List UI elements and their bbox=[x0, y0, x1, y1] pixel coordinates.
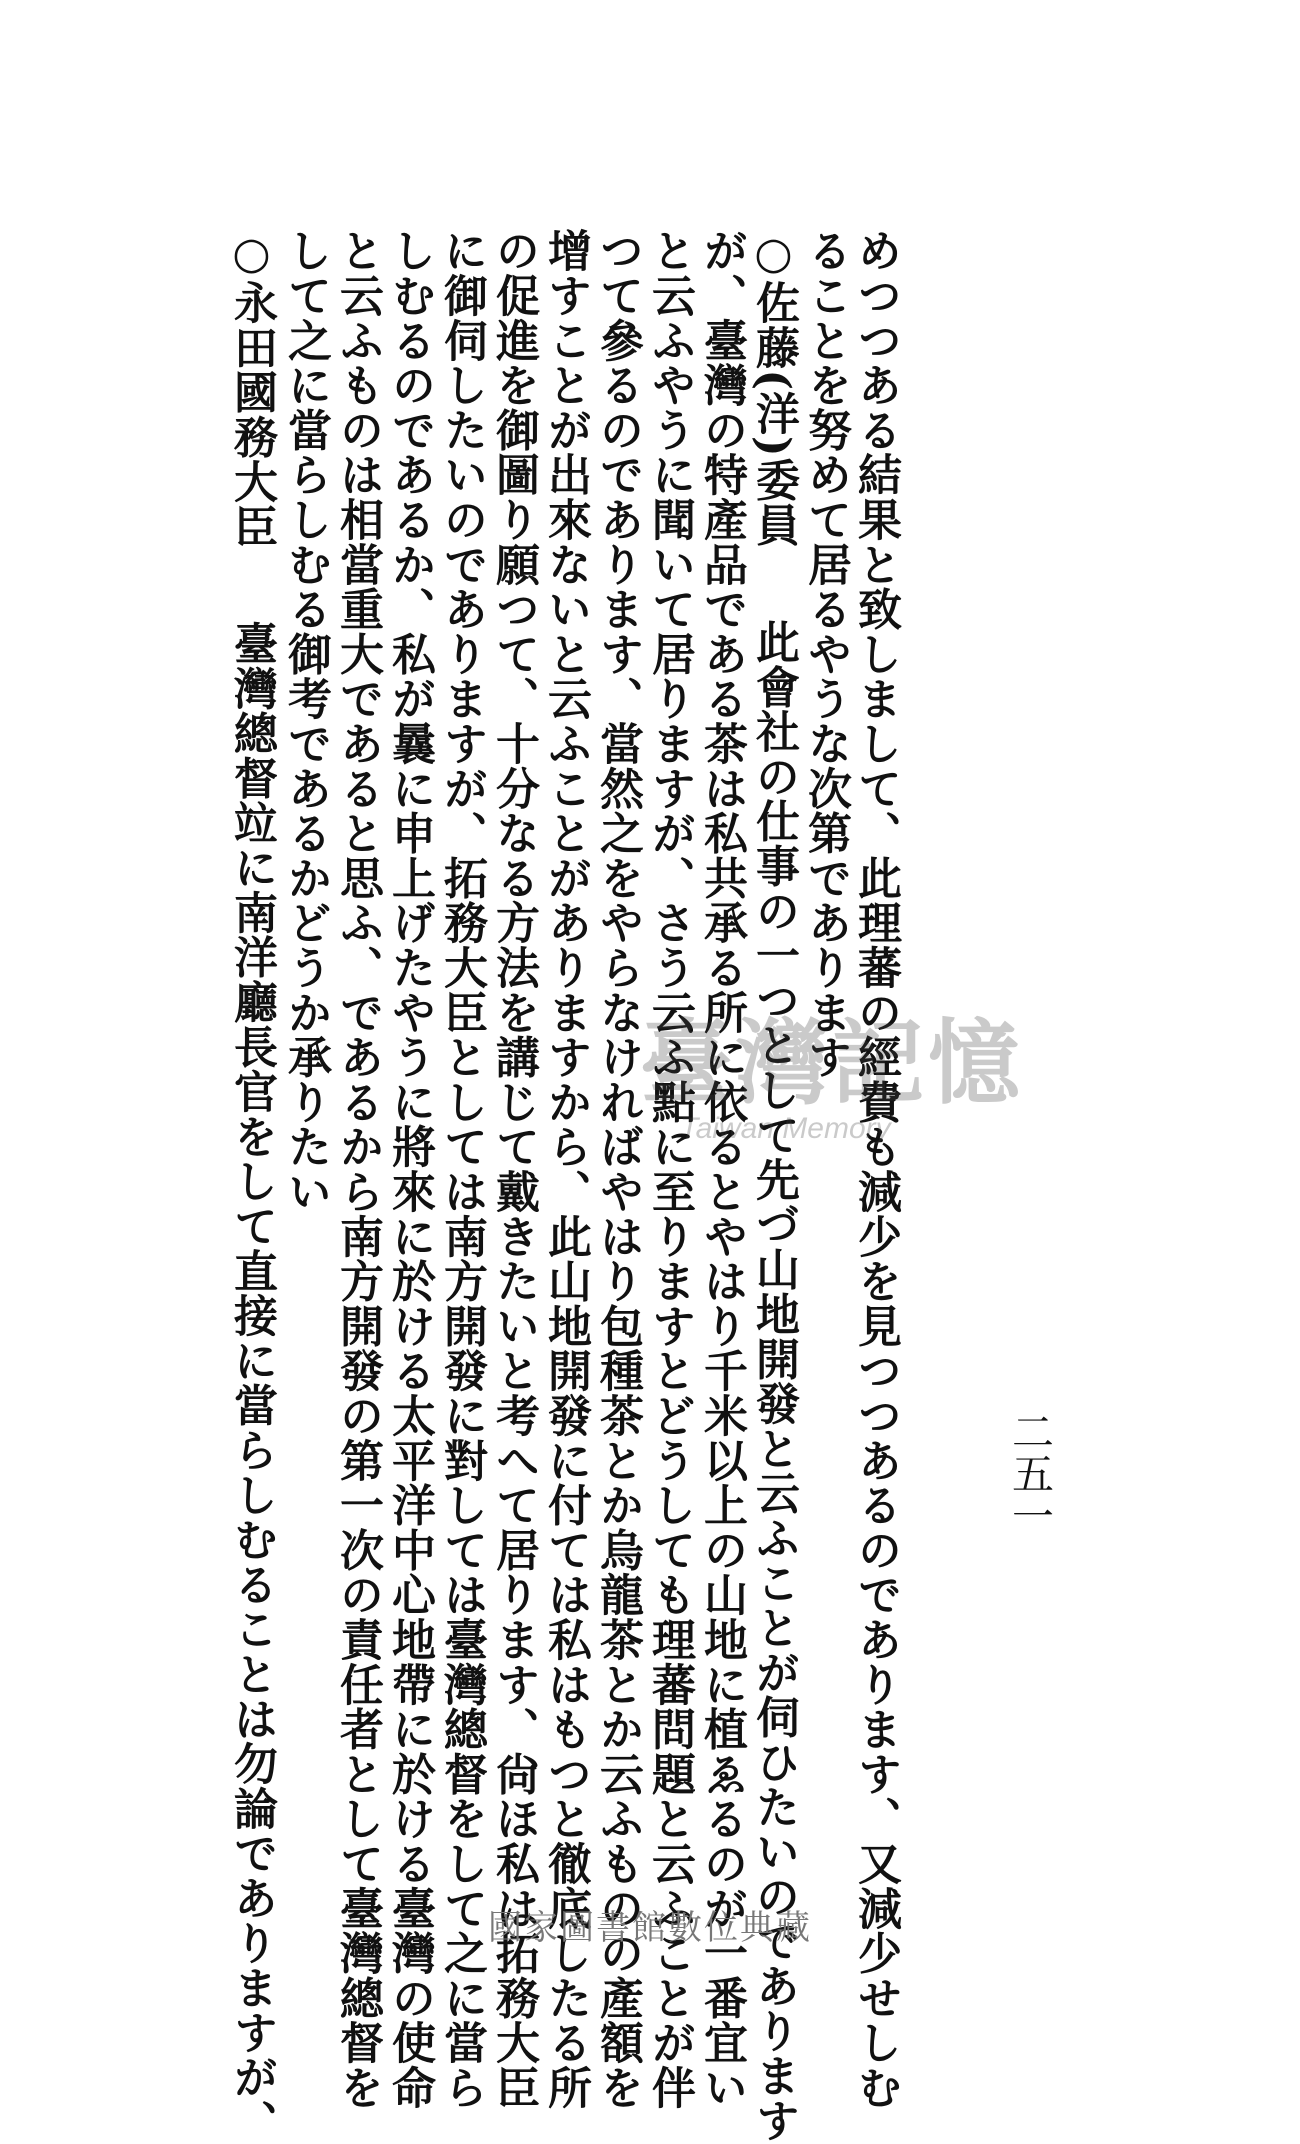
column-text: に御伺したいのでありますが、拓務大臣としては南方開發に對しては臺灣總督をして之に當ら bbox=[436, 228, 487, 2110]
watermark-subtitle: Taiwan Memory bbox=[680, 1112, 891, 1145]
text-column-1 bbox=[850, 228, 900, 2110]
footer-archive-label: 國家圖書館數位典藏 bbox=[488, 1908, 812, 1948]
page-number: 二五一 bbox=[1006, 1410, 1055, 1536]
column-text: と云ふものは相當重大であると思ふ、であるから南方開發の第一次の責任者として臺灣總督を bbox=[332, 228, 383, 2110]
text-column-9 bbox=[436, 228, 486, 2110]
text-column-4 bbox=[696, 228, 746, 2110]
column-text: 此會社の仕事の一つとして先づ山地開發と云ふことが伺ひたいのであります bbox=[748, 619, 799, 2143]
column-text: して之に當らしむる御考であるかどうか承りたい bbox=[280, 228, 331, 1214]
text-column-5 bbox=[644, 228, 694, 2110]
text-column-12 bbox=[280, 228, 330, 1214]
text-column-11 bbox=[332, 228, 382, 2110]
text-column-13 bbox=[226, 228, 276, 2144]
speaker-label: ○佐藤(洋)委員 bbox=[748, 228, 799, 548]
watermark-logo bbox=[640, 990, 1024, 1146]
column-text: めつつある結果と致しまして、此理蕃の經費も減少を見つつあるのであります、又減少せしむ bbox=[850, 228, 901, 2110]
text-column-2 bbox=[800, 228, 850, 1079]
column-text: しむるのであるか、私が曩に申上げたやうに將來に於ける太平洋中心地帶に於ける臺灣の使命 bbox=[384, 228, 435, 2110]
column-text: ることを努めて居るやうな次第であります bbox=[800, 228, 851, 1080]
text-column-8 bbox=[488, 228, 538, 2110]
speaker-label: ○永田國務大臣 bbox=[226, 228, 277, 549]
column-text: 臺灣總督竝に南洋廳長官をして直接に當らしむることは勿論でありますが、 bbox=[226, 620, 277, 2144]
column-text: と云ふやうに聞いて居りますが、さう云ふ點に至りますとどうしても理蕃問題と云ふことが伴 bbox=[644, 228, 695, 2110]
column-text: 增すことが出來ないと云ふことがありますから、此山地開發に付ては私はもつと徹底したる所 bbox=[540, 228, 591, 2110]
text-column-10 bbox=[384, 228, 434, 2110]
text-column-3 bbox=[748, 228, 798, 2143]
watermark-title: 臺灣記憶 bbox=[640, 1009, 1025, 1117]
column-text: の促進を御圖り願つて、十分なる方法を講じて戴きたいと考へて居ります、尙ほ私は拓務大臣 bbox=[488, 228, 539, 2110]
text-column-7 bbox=[540, 228, 590, 2110]
column-text: つて參るのであります、當然之をやらなければやはり包種茶とか烏龍茶とか云ふものの產額を bbox=[592, 228, 643, 2110]
column-text: が、臺灣の特產品である茶は私共承る所に依るとやはり千米以上の山地に植ゑるのが一番宜い bbox=[696, 228, 747, 2110]
text-column-6 bbox=[592, 228, 642, 2110]
